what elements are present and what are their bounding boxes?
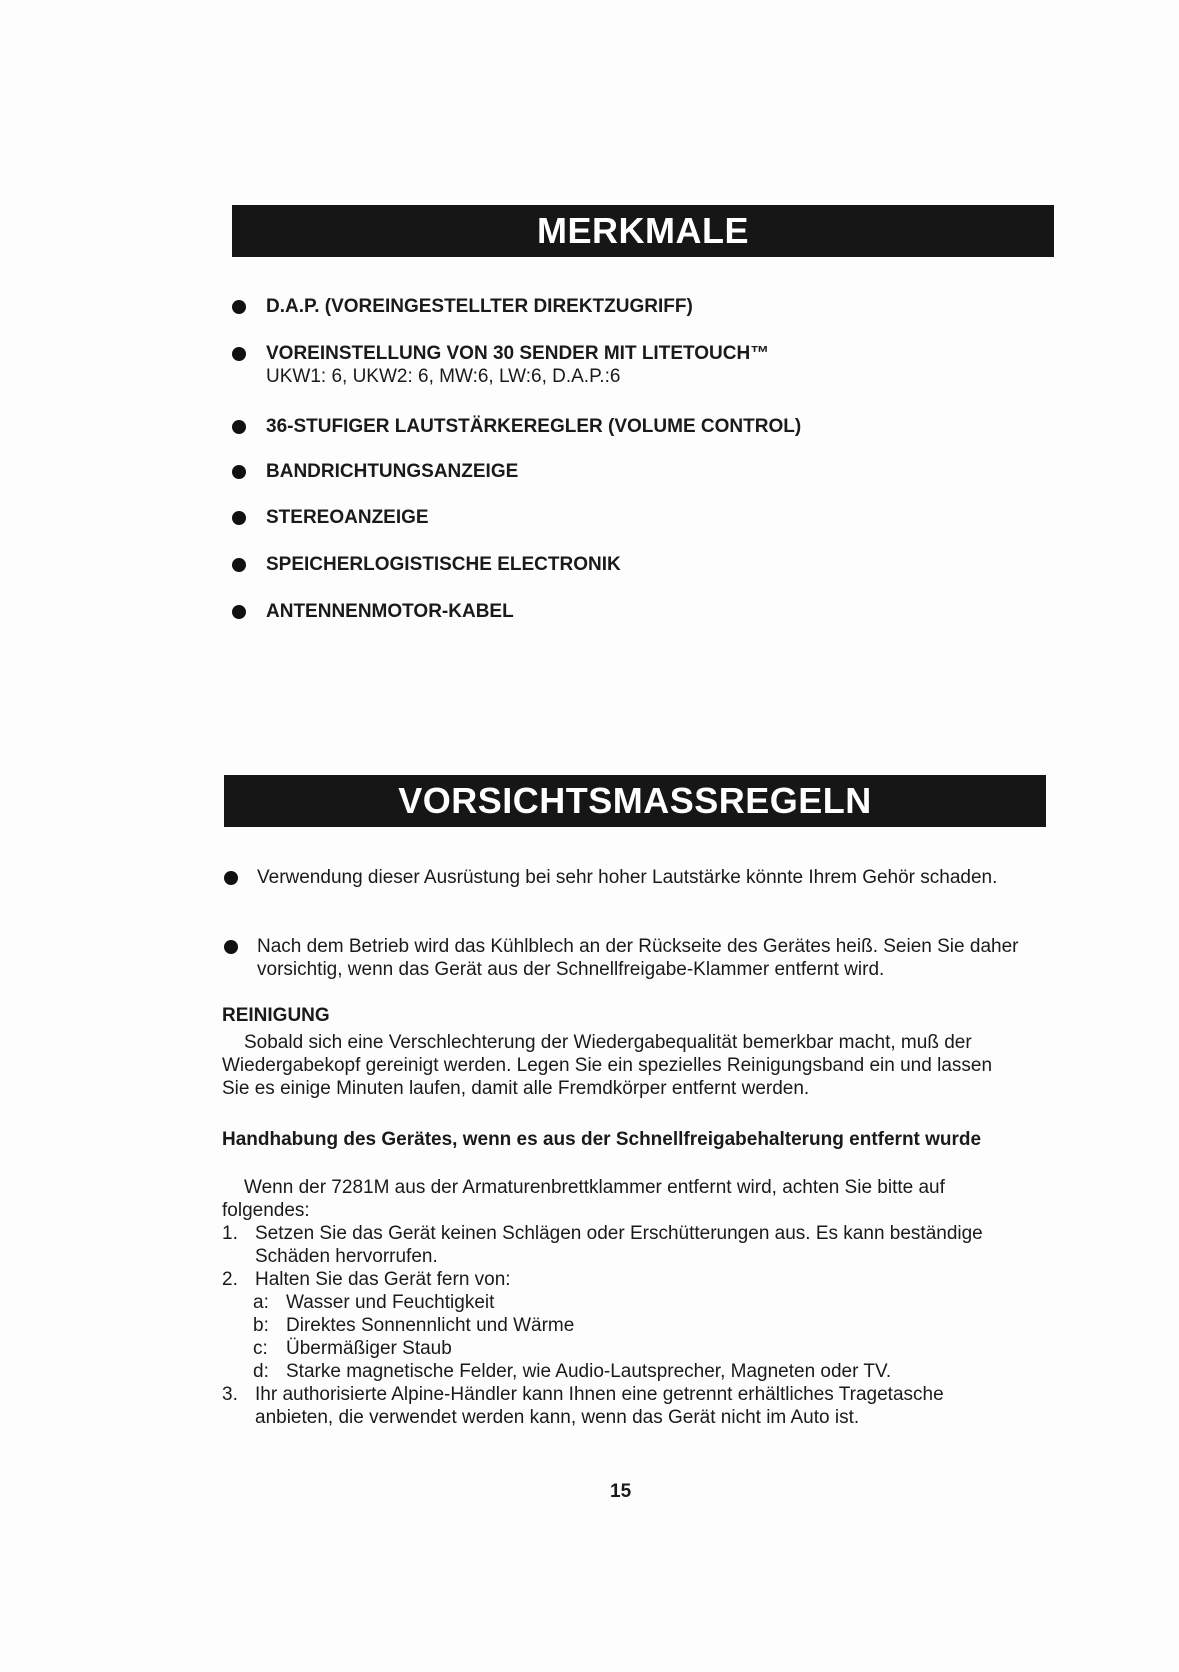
bullet-icon xyxy=(232,465,246,479)
bullet-icon xyxy=(232,558,246,572)
feature-label: 36-STUFIGER LAUTSTÄRKEREGLER (VOLUME CONTROL) xyxy=(266,416,802,437)
item-number: 3. xyxy=(222,1384,238,1405)
handling-intro: Wenn der 7281M aus der Armaturenbrettklammer entfernt wird, achten Sie bitte auf folgendes: xyxy=(222,1177,945,1221)
features-banner xyxy=(232,205,1054,257)
feature-label: BANDRICHTUNGSANZEIGE xyxy=(266,461,519,482)
handling-heading: Handhabung des Gerätes, wenn es aus der Schnellfreigabehalterung entfernt wurde xyxy=(222,1129,982,1150)
sublist-text: Starke magnetische Felder, wie Audio-Lautsprecher, Magneten oder TV. xyxy=(286,1361,892,1382)
precaution-text: Nach dem Betrieb wird das Kühlblech an der Rückseite des Gerätes heiß. Seien Sie daher vorsichtig, wenn das Gerät aus der Schnellfreigabe-Klammer entfernt wird. xyxy=(257,936,1019,980)
bullet-icon xyxy=(232,511,246,525)
cleaning-text: Sobald sich eine Verschlechterung der Wiedergabequalität bemerkbar macht, muß der Wiedergabekopf gereinigt werden. Legen Sie ein spezielles Reinigungsband ein und lassen Sie es einige Minuten laufen, damit alle Fremdkörper entfernt werden. xyxy=(222,1032,993,1099)
precaution-text: Verwendung dieser Ausrüstung bei sehr hoher Lautstärke könnte Ihrem Gehör schaden. xyxy=(257,867,998,888)
bullet-icon xyxy=(232,300,246,314)
feature-label: SPEICHERLOGISTISCHE ELECTRONIK xyxy=(266,554,621,575)
item-text: Ihr authorisierte Alpine-Händler kann Ihnen eine getrennt erhältliches Tragetasche anbieten, die verwendet werden kann, wenn das Gerät nicht im Auto ist. xyxy=(255,1384,944,1428)
sublist-key: b: xyxy=(253,1315,269,1336)
precautions-banner xyxy=(224,775,1046,827)
item-number: 2. xyxy=(222,1269,238,1290)
features-title: MERKMALE xyxy=(537,210,749,251)
sublist-key: c: xyxy=(253,1338,268,1359)
feature-label: VOREINSTELLUNG VON 30 SENDER MIT LITETOUCH™ xyxy=(266,343,770,364)
bullet-icon xyxy=(232,605,246,619)
item-text: Halten Sie das Gerät fern von: xyxy=(255,1269,511,1290)
bullet-icon xyxy=(232,347,246,361)
cleaning-heading: REINIGUNG xyxy=(222,1005,330,1026)
bullet-icon xyxy=(232,420,246,434)
item-number: 1. xyxy=(222,1223,238,1244)
sublist-text: Direktes Sonnennlicht und Wärme xyxy=(286,1315,575,1336)
precautions-title: VORSICHTSMASSREGELN xyxy=(398,780,872,821)
page-number: 15 xyxy=(610,1481,632,1502)
feature-label: D.A.P. (VOREINGESTELLTER DIREKTZUGRIFF) xyxy=(266,296,693,317)
bullet-icon xyxy=(224,871,238,885)
sublist-key: d: xyxy=(253,1361,269,1382)
feature-label: ANTENNENMOTOR-KABEL xyxy=(266,601,514,622)
sublist-text: Wasser und Feuchtigkeit xyxy=(286,1292,495,1313)
bullet-icon xyxy=(224,940,238,954)
item-text: Setzen Sie das Gerät keinen Schlägen oder Erschütterungen aus. Es kann beständige Schäden hervorrufen. xyxy=(255,1223,983,1267)
sublist-key: a: xyxy=(253,1292,269,1313)
feature-detail: UKW1: 6, UKW2: 6, MW:6, LW:6, D.A.P.:6 xyxy=(266,366,621,387)
sublist-text: Übermäßiger Staub xyxy=(286,1338,452,1359)
feature-label: STEREOANZEIGE xyxy=(266,507,429,528)
